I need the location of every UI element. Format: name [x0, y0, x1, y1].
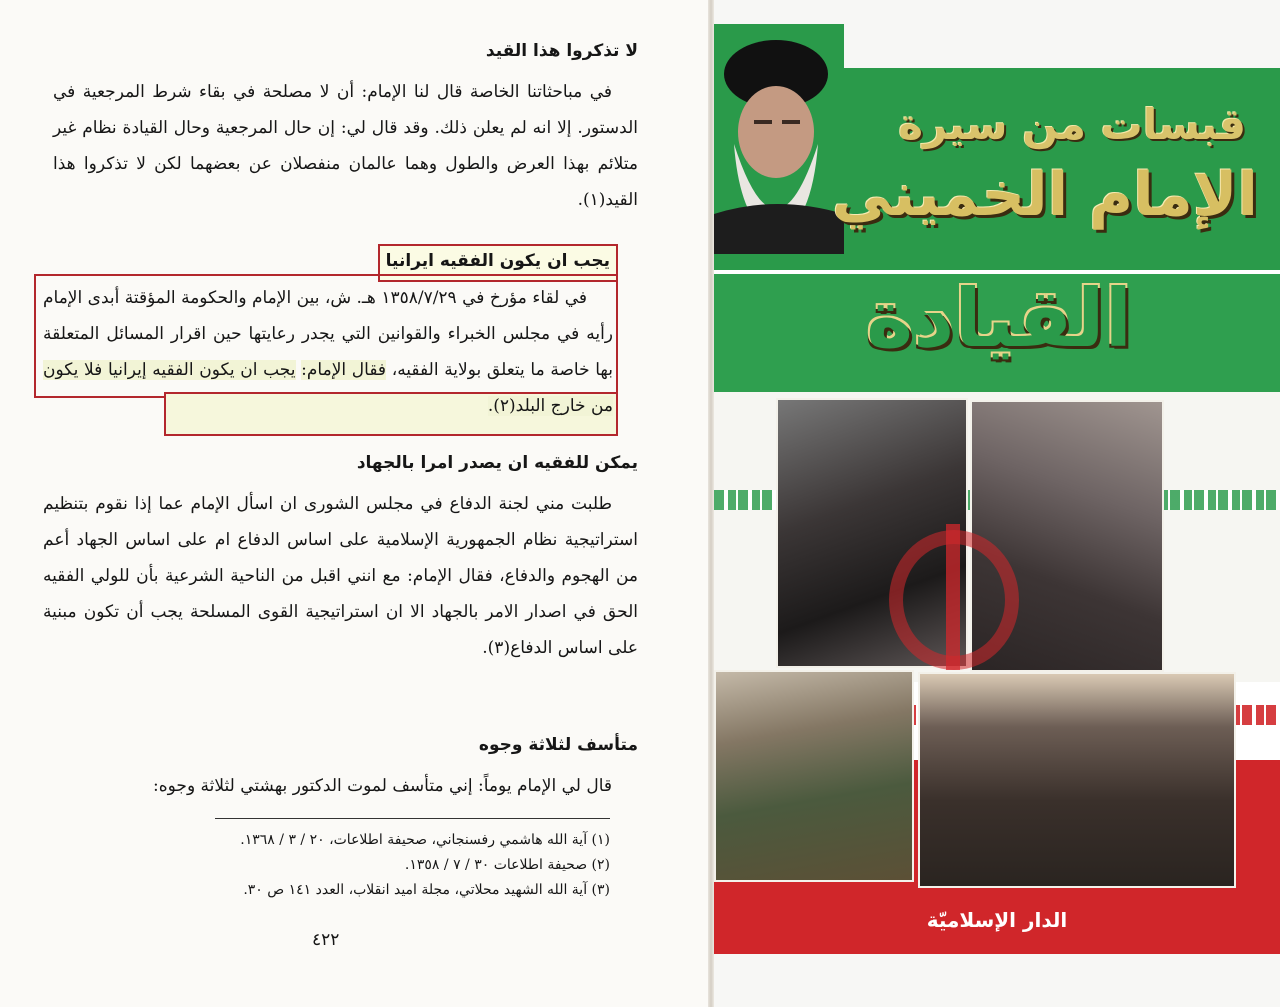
- section-1-heading: لا تذكروا هذا القيد: [485, 41, 638, 61]
- section-4-text: قال لي الإمام يوماً: إني متأسف لموت الدكتور بهشتي لثلاثة وجوه:: [153, 776, 612, 796]
- section-1-text: في مباحثاتنا الخاصة قال لنا الإمام: أن لا مصلحة في بقاء شرط المرجعية في الدستور. إلا انه لم يعلن ذلك. وقد قال لي: إن حال المرجعية وحال القيادة نظام غير متلائم بهذا العرض والطول وهما عالمان منفصلان عن بعضهما لكن لا تذكروا هذا القيد(١).: [53, 82, 638, 210]
- cover-bottom-margin: [714, 954, 1280, 1007]
- section-4: [43, 728, 638, 812]
- portrait-image: [714, 24, 844, 254]
- footnote: (٢) صحيفة اطلاعات ٣٠ / ٧ / ١٣٥٨.: [404, 857, 610, 873]
- photo-collage-3: [714, 670, 914, 882]
- photo-collage-4: [918, 672, 1236, 888]
- footnotes: [10, 828, 610, 903]
- section-3-text: طلبت مني لجنة الدفاع في مجلس الشورى ان اسأل الإمام عما إذا نقوم بتنظيم استراتيجية نظام الجمهورية الإسلامية على اساس الدفاع ام على اساس الجهاد أعم من الهجوم والدفاع، فقال الإمام: مع انني اقبل من الناحية الشرعية بأن للولي الفقيه الحق في اصدار الامر بالجهاد الا ان استراتيجية القوى المسلحة يجب أن تكون مبنية على اساس الدفاع(٣).: [43, 494, 638, 658]
- footnote-rule: [215, 818, 610, 819]
- emblem-stem: [946, 524, 960, 670]
- section-2: [43, 244, 613, 432]
- quote-intro: فقال الإمام:: [301, 360, 387, 380]
- section-2-heading: يجب ان يكون الفقيه ايرانيا: [385, 251, 610, 271]
- page-number: ٤٢٢: [312, 930, 340, 950]
- book-cover: [714, 0, 1280, 1007]
- section-2-text: في لقاء مؤرخ في ١٣٥٨/٧/٢٩ هـ. ش، بين الإمام والحكومة المؤقتة أبدى الإمام رأيه في مجلس الخبراء والقوانين التي يجدر رعايتها حين اقرار المسائل المتعلقة بها خاصة ما يتعلق بولاية الفقيه، فقال الإمام: يجب ان يكون الفقيه إيرانيا فلا يكون من خارج البلد(٢).: [43, 288, 613, 416]
- cover-title-line-2: الإمام الخميني: [831, 160, 1258, 230]
- section-3-heading: يمكن للفقيه ان يصدر امرا بالجهاد: [356, 453, 638, 473]
- highlighted-quote: يجب ان يكون الفقيه إيرانيا فلا يكون من خارج البلد(٢).: [43, 360, 613, 416]
- publisher-name: الدار الإسلاميّة: [926, 908, 1068, 932]
- footnote: (١) آية الله هاشمي رفسنجاني، صحيفة اطلاعات، ٢٠ / ٣ / ١٣٦٨.: [240, 832, 610, 848]
- footnote: (٣) آية الله الشهيد محلاتي، مجلة اميد انقلاب، العدد ١٤١ ص ٣٠.: [243, 882, 610, 898]
- section-4-heading: متأسف لثلاثة وجوه: [478, 735, 638, 755]
- cover-title-line-1: قبسات من سيرة: [898, 100, 1246, 149]
- section-1: [53, 34, 638, 226]
- section-3: [43, 446, 638, 674]
- cover-title-main: القيادة: [865, 272, 1132, 365]
